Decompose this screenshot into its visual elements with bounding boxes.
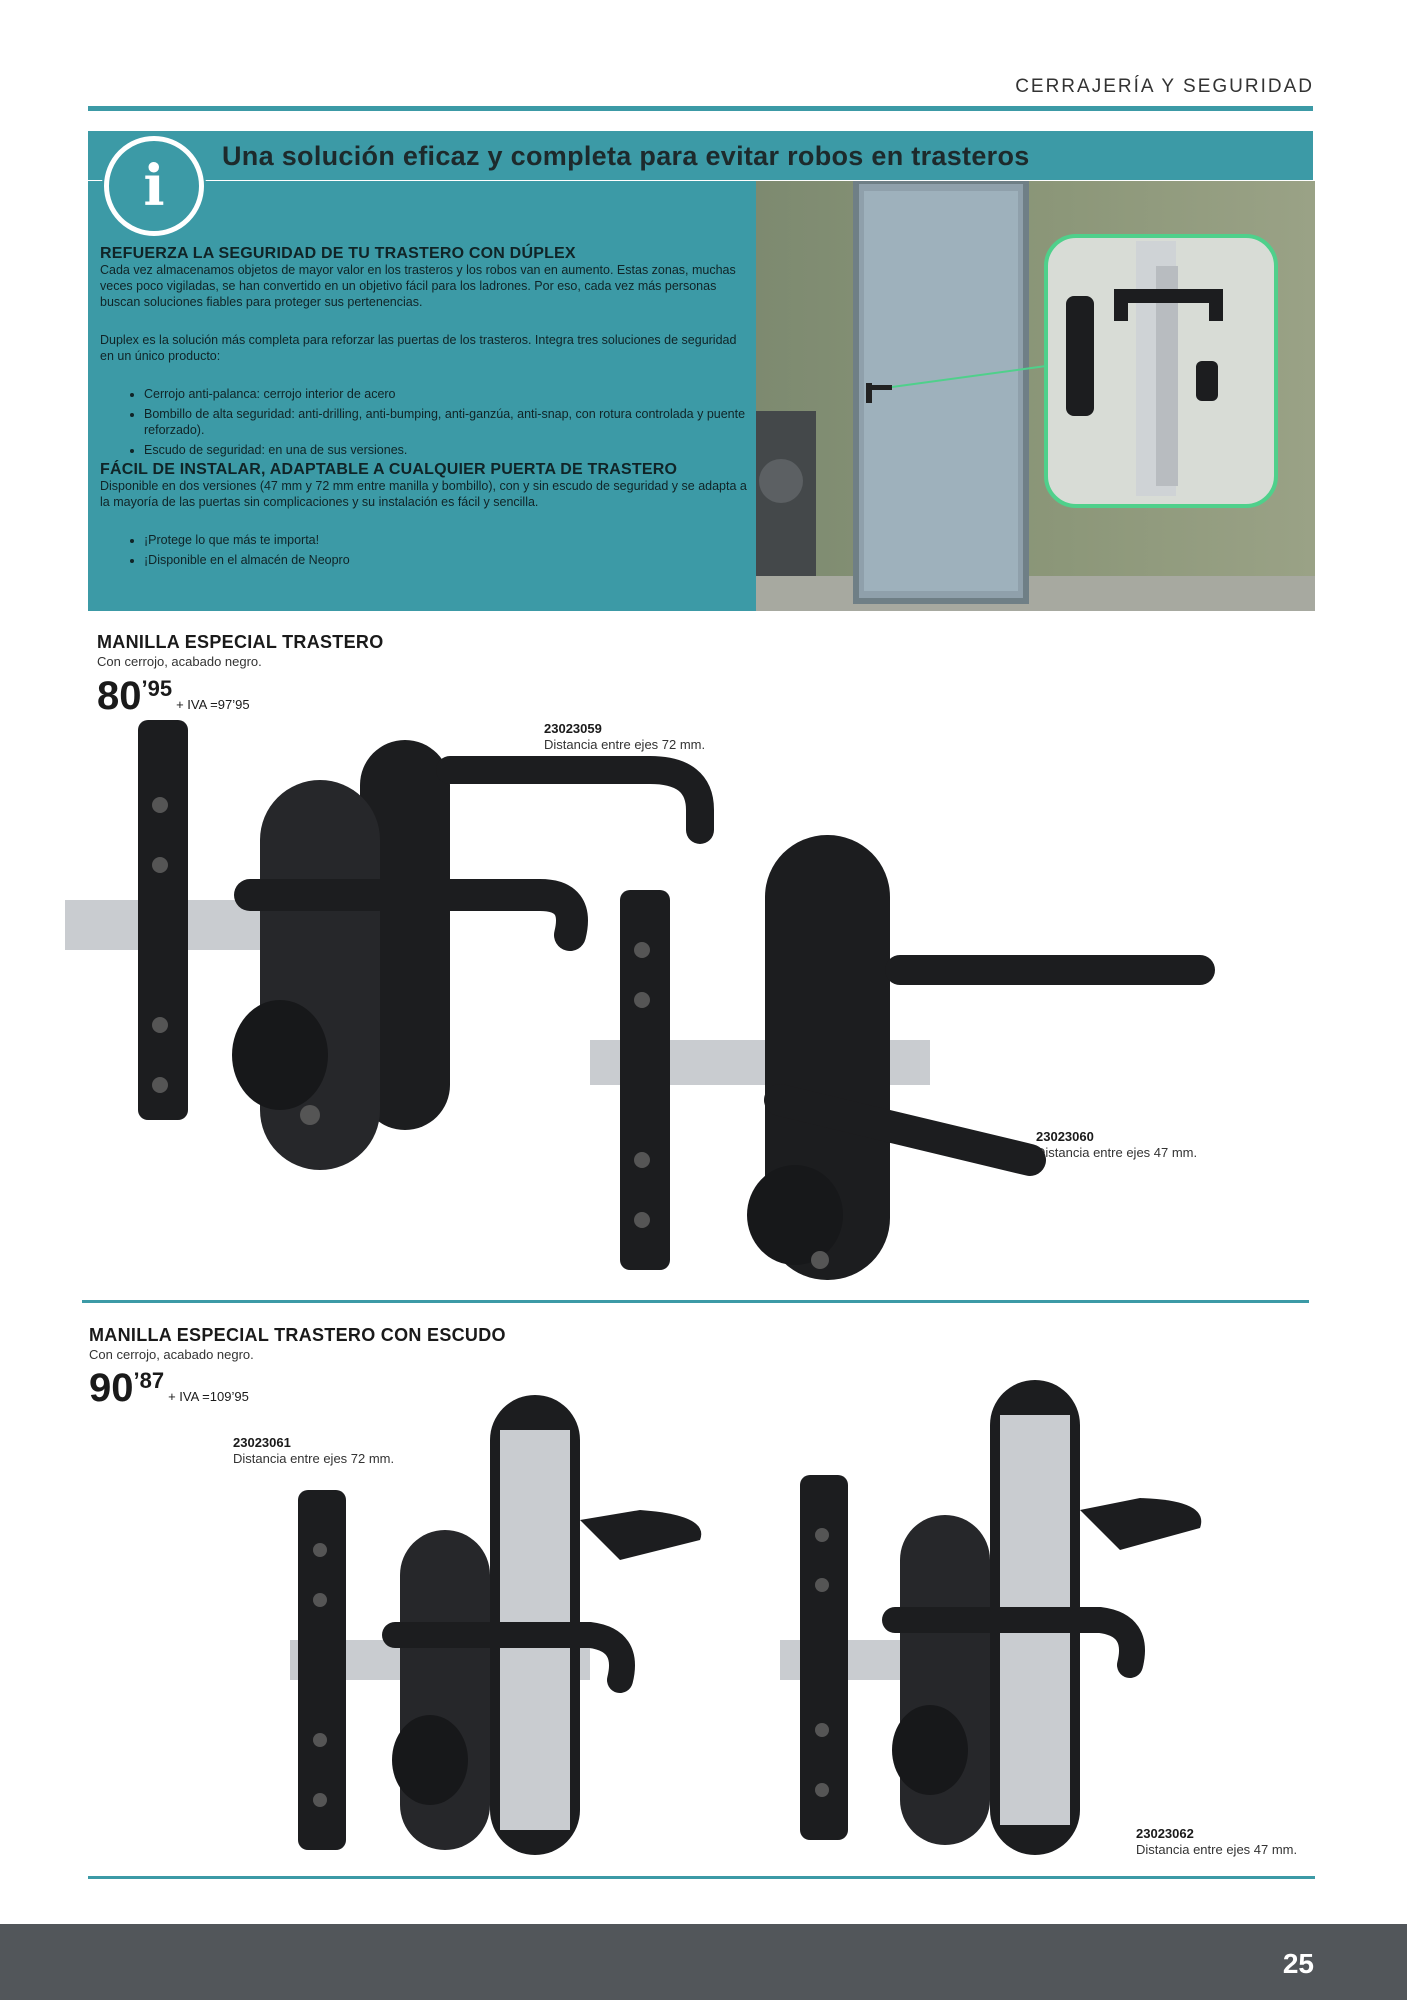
product-code-desc: Distancia entre ejes 72 mm.	[233, 1451, 395, 1466]
product-image-23023062	[780, 1380, 1210, 1870]
door-photo	[756, 181, 1315, 611]
product-code-desc: Distancia entre ejes 72 mm.	[544, 737, 706, 752]
info-paragraph-3: Disponible en dos versiones (47 mm y 72 mm entre manilla y bombillo), con y sin escudo de seguridad y se adapta a la mayoría de las puertas sin complicaciones y su instalación es fácil y sencilla.	[100, 479, 747, 509]
section-divider	[88, 1876, 1315, 1879]
product-image-23023060	[580, 830, 1220, 1290]
list-item: • Bombillo de alta seguridad: anti-drilling, anti-bumping, anti-ganzúa, anti-snap, con rotura controlada y puente reforzado).	[144, 406, 750, 438]
product-1-title: MANILLA ESPECIAL TRASTERO	[97, 632, 384, 652]
product-code-desc: Distancia entre ejes 47 mm.	[1036, 1145, 1198, 1160]
info-heading-2: FÁCIL DE INSTALAR, ADAPTABLE A CUALQUIER PUERTA DE TRASTERO	[100, 461, 678, 478]
section-title: CERRAJERÍA Y SEGURIDAD	[1015, 76, 1314, 97]
page-number: 25	[1282, 1948, 1314, 1979]
product-2-subtitle: Con cerrojo, acabado negro.	[89, 1347, 254, 1362]
section-divider	[82, 1300, 1309, 1303]
list-item: • Escudo de seguridad: en una de sus versiones.	[144, 442, 750, 458]
product-2-title: MANILLA ESPECIAL TRASTERO CON ESCUDO	[89, 1325, 506, 1345]
feature-list	[100, 386, 750, 458]
product-code-desc: Distancia entre ejes 47 mm.	[1136, 1842, 1298, 1857]
list-item: • ¡Protege lo que más te importa!	[144, 532, 750, 548]
info-heading-1: REFUERZA LA SEGURIDAD DE TU TRASTERO CON DÚPLEX	[100, 245, 576, 262]
banner-title: Una solución eficaz y completa para evitar robos en trasteros	[222, 141, 1030, 171]
product-code: 23023060	[1036, 1129, 1094, 1144]
product-image-23023061	[290, 1390, 720, 1870]
benefit-list	[100, 532, 750, 568]
footer-bar	[0, 1924, 1407, 2000]
info-paragraph-1: Cada vez almacenamos objetos de mayor valor en los trasteros y los robos van en aumento. Estas zonas, muchas veces poco vigiladas, se han convertido en un objetivo fácil para los ladrones. Por eso, cada vez más personas buscan soluciones fiables para proteger sus pertenencias.	[100, 263, 736, 309]
list-item: • ¡Disponible en el almacén de Neopro	[144, 552, 750, 568]
header-divider	[88, 106, 1313, 111]
product-2-price: 90’87+ IVA =109’95	[89, 1366, 249, 1410]
product-1-subtitle: Con cerrojo, acabado negro.	[97, 654, 262, 669]
product-code: 23023059	[544, 721, 602, 736]
product-code: 23023062	[1136, 1826, 1194, 1841]
product-1-price: 80’95+ IVA =97’95	[97, 674, 250, 718]
info-icon: i	[104, 136, 204, 236]
list-item: • Cerrojo anti-palanca: cerrojo interior de acero	[144, 386, 750, 402]
product-code: 23023061	[233, 1435, 291, 1450]
info-text	[100, 246, 750, 572]
info-paragraph-2: Duplex es la solución más completa para reforzar las puertas de los trasteros. Integra tres soluciones de seguridad en un único producto:	[100, 333, 737, 363]
